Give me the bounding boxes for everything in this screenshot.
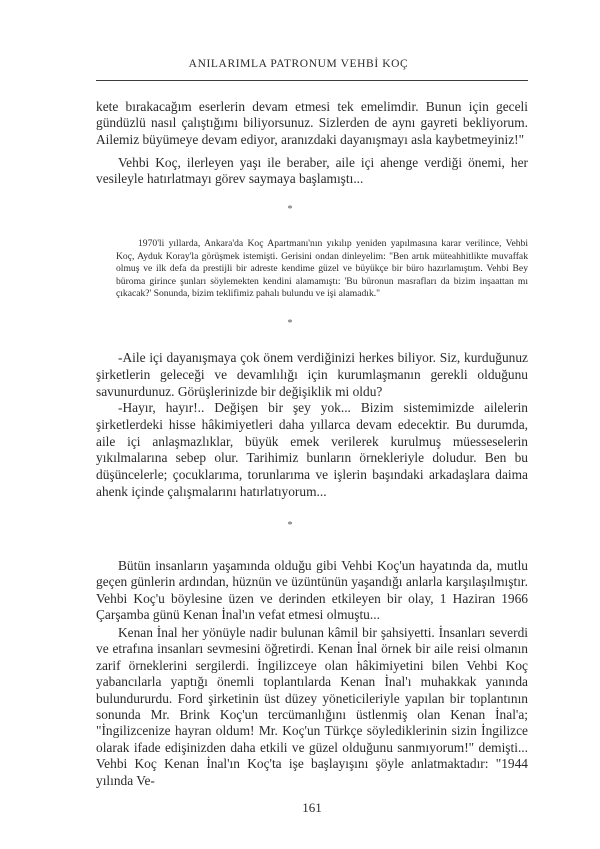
paragraph-kenan-intro: Bütün insanların yaşamında olduğu gibi Vehbi Koç'un hayatında da, mutlu geçen günlerin ardından, hüznün ve üzüntünün yaşandığı anlarla karşılaşılmıştır. Vehbi Koç'u böylesine üzen ve derinden etkileyen bir olay, 1 Haziran 1966 Çarşamba günü Kenan İnal'ın vefat etmesi olmuştu... [96, 558, 528, 623]
separator-3: * [287, 520, 293, 531]
header-rule [96, 80, 528, 81]
interview-question: -Aile içi dayanışmaya çok önem verdiğinizi herkes biliyor. Siz, kurduğunuz şirketlerin geleceği ve devamlılığı için kurumlaşmanın gerekli olduğunu savunurdunuz. Görüşlerinizde bir değişiklik mi oldu? [96, 350, 528, 399]
paragraph-2: Vehbi Koç, ilerleyen yaşı ile beraber, aile içi ahenge verdiği önemi, her vesileyle hatırlatmayı görev saymaya başlamıştı... [96, 155, 528, 187]
quoted-anecdote: 1970'li yıllarda, Ankara'da Koç Apartmanı'nın yıkılıp yeniden yapılmasına karar verilince, Vehbi Koç, Ayduk Koray'la görüşmek istemişti. Gerisini ondan dinleyelim: "Ben artık müteahhitlikte muvaffak olmuş ve ilk defa da prestijli bir adreste kendime güzel ve büyükçe bir büro hazırlamıştım. Vehbi Bey büroma girince şunları söylemekten kendini alamamıştı: 'Bu büronun masrafları da bizim inşaattan mı çıkacak?' Sonunda, bizim teklifimiz pahalı bulundu ve işi alamadık." [116, 238, 528, 300]
separator-1: * [287, 204, 293, 215]
page-number: 161 [302, 800, 322, 815]
paragraph-1: kete bırakacağım eserlerin devam etmesi tek emelimdir. Bunun için geceli gündüzlü nasıl çalıştığımı biliyorsunuz. Sizlerden de aynı gayreti bekliyorum. Ailemiz büyümeye devam ediyor, aranızdaki dayanışmayı asla kaybetmeyiniz!" [96, 99, 528, 147]
separator-2: * [287, 318, 293, 329]
running-header: ANILARIMLA PATRONUM VEHBİ KOÇ [188, 58, 409, 70]
interview-answer: -Hayır, hayır!.. Değişen bir şey yok... Bizim sistemimizde ailelerin şirketlerdeki hisse hâkimiyetleri daha yıllarca devam edecektir. Bu durumda, aile içi anlaşmazlıklar, büyük emek verilerek kurulmuş müesseselerin yıkılmalarına sebep olur. Tarihimiz bunların örnekleriyle doludur. Ben bu düşüncelerle; çocuklarıma, torunlarıma ve işlerin başındaki arkadaşlara daima ahenk içinde çalışmalarını hatırlatıyorum... [96, 400, 528, 499]
paragraph-kenan-inal: Kenan İnal her yönüyle nadir bulunan kâmil bir şahsiyetti. İnsanları severdi ve etrafına insanları sevmesini öğretirdi. Kenan İnal örnek bir aile reisi olmanın zarif örneklerini sergilerdi. İngilizceye olan hâkimiyetini bilen Vehbi Koç yabancılarla yaptığı önemli toplantılarda Kenan İnal'ı muhakkak yanında bulundururdu. Ford şirketinin üst düzey yöneticileriyle yapılan bir toplantının sonunda Mr. Brink Koç'un tercümanlığını üstlenmiş olan Kenan İnal'a; "İngilizcenize hayran oldum! Mr. Koç'un Türkçe söylediklerinin sizin İngilizce olarak ifade edişinizden daha etkili ve güzel olduğunu sanmıyorum!" demişti... Vehbi Koç Kenan İnal'ın Koç'ta işe başlayışını şöyle anlatmaktadır: "1944 yılında Ve- [96, 625, 528, 788]
